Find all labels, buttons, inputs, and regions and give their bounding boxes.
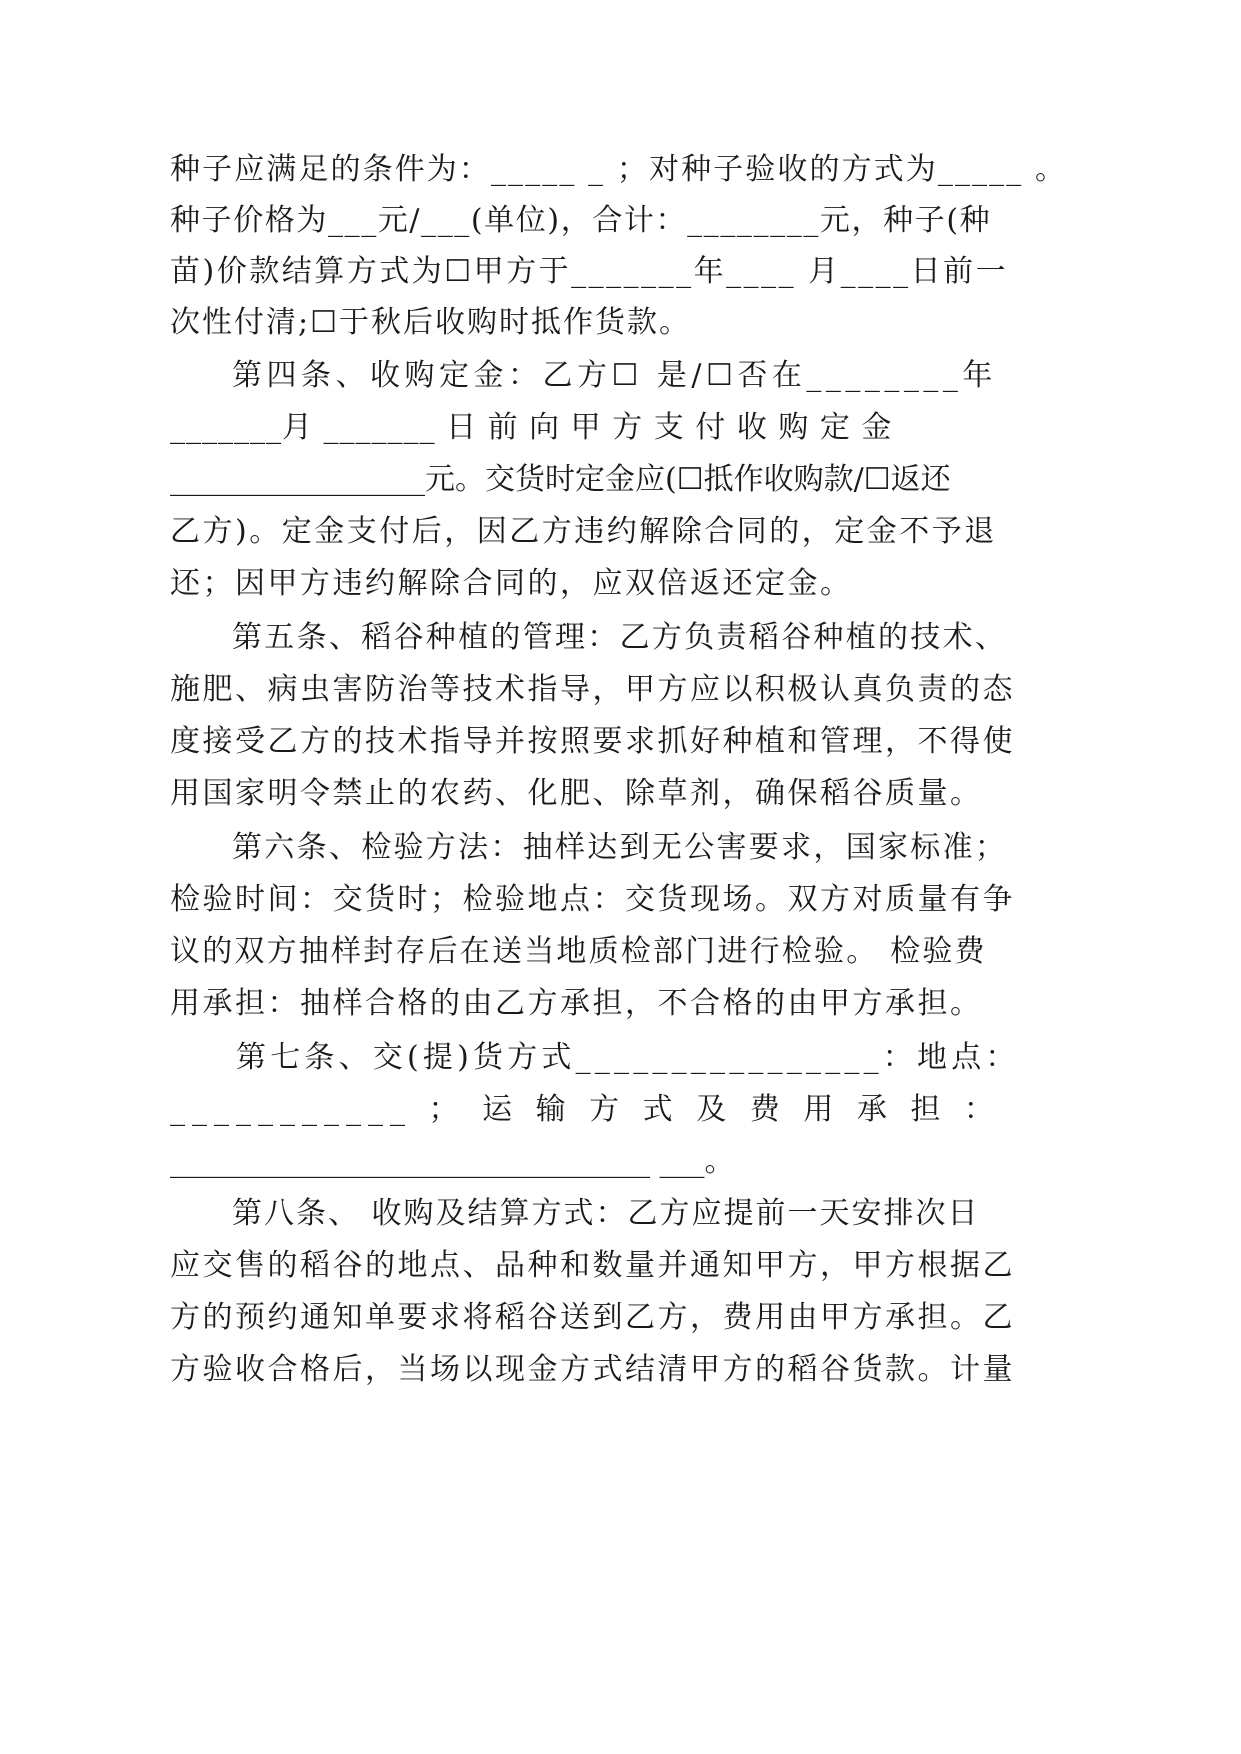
text-line: 用国家明令禁止的农药、化肥、除草剂，确保稻谷质量。 bbox=[170, 776, 983, 811]
text-line: 应交售的稻谷的地点、品种和数量并通知甲方，甲方根据乙 bbox=[170, 1248, 1015, 1283]
text-line: 用承担：抽样合格的由乙方承担，不合格的由甲方承担。 bbox=[170, 986, 983, 1021]
text-line: 方的预约通知单要求将稻谷送到乙方，费用由甲方承担。乙 bbox=[170, 1300, 1015, 1335]
text-line: 方验收合格后，当场以现金方式结清甲方的稻谷货款。计量 bbox=[170, 1352, 1015, 1387]
text-line: 度接受乙方的技术指导并按照要求抓好种植和管理，不得使 bbox=[170, 724, 1015, 759]
text-line: 第四条、收购定金：乙方☐ 是/☐否在________年 bbox=[232, 358, 997, 393]
text-line: 第八条、 收购及结算方式：乙方应提前一天安排次日 bbox=[232, 1196, 980, 1231]
text-line: 第七条、交(提)货方式________________：地点： bbox=[236, 1040, 1020, 1075]
text-line: 乙方)。定金支付后，因乙方违约解除合同的，定金不予退 bbox=[170, 514, 997, 549]
text-line: 检验时间：交货时；检验地点：交货现场。双方对质量有争 bbox=[170, 882, 1015, 917]
text-line: ___________ ； 运 输 方 式 及 费 用 承 担 ： bbox=[170, 1092, 1001, 1127]
text-line: ________________________________ ___。 bbox=[170, 1144, 735, 1179]
text-line: 第五条、稻谷种植的管理：乙方负责稻谷种植的技术、 bbox=[232, 620, 1008, 655]
text-line: 次性付清;☐于秋后收购时抵作货款。 bbox=[170, 305, 692, 340]
text-line: _______月 _______ 日 前 向 甲 方 支 付 收 购 定 金 bbox=[170, 410, 893, 445]
text-line: 种子应满足的条件为：_____ _ ；对种子验收的方式为_____ 。 bbox=[170, 152, 1068, 187]
text-line: 第六条、检验方法：抽样达到无公害要求，国家标准； bbox=[232, 830, 1008, 865]
text-line: _________________元。交货时定金应(☐抵作收购款/☐返还 bbox=[170, 462, 951, 497]
text-line: 施肥、病虫害防治等技术指导，甲方应以积极认真负责的态 bbox=[170, 672, 1015, 707]
text-line: 议的双方抽样封存后在送当地质检部门进行检验。 检验费 bbox=[170, 934, 987, 969]
text-line: 种子价格为___元/___(单位)，合计：________元，种子(种 bbox=[170, 203, 992, 238]
text-line: 还；因甲方违约解除合同的，应双倍返还定金。 bbox=[170, 566, 853, 601]
text-line: 苗)价款结算方式为☐甲方于_______年____ 月____日前一 bbox=[170, 254, 1009, 289]
